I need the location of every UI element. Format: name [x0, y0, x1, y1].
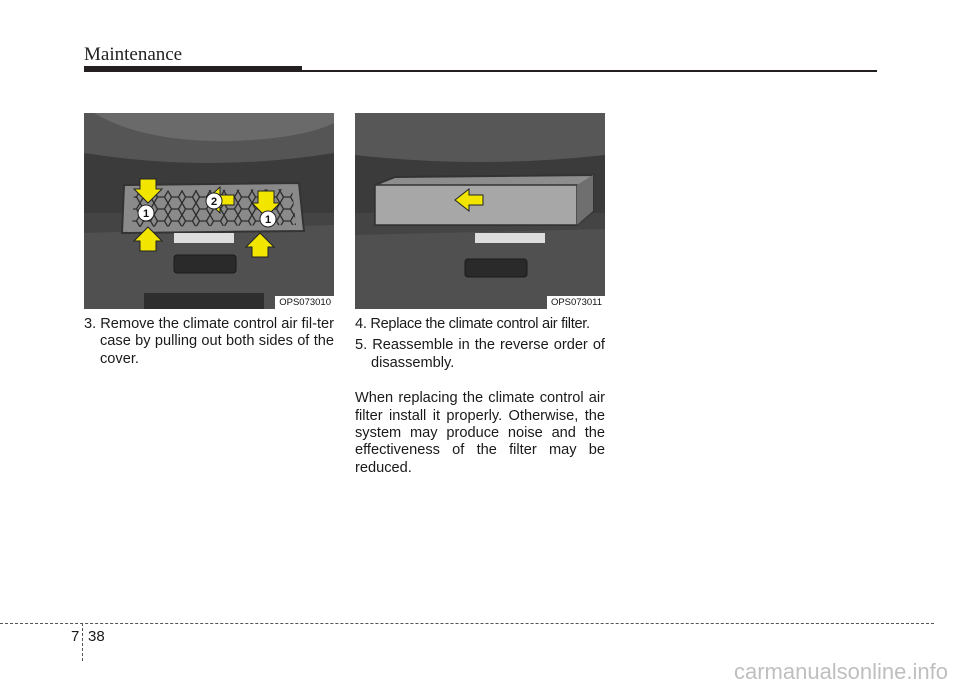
callout-1-right: 1: [264, 214, 272, 226]
title-rule-thin: [300, 70, 877, 72]
watermark: carmanualsonline.info: [733, 659, 948, 684]
chapter-number: 7: [71, 628, 80, 645]
figure-2-illustration: [355, 113, 605, 309]
callout-2: 2: [210, 196, 218, 208]
page-number: 38: [88, 628, 105, 645]
footer-rule: [0, 623, 934, 624]
left-column: [84, 316, 334, 372]
section-title: Maintenance: [84, 44, 183, 65]
footer-divider: [82, 623, 83, 661]
figure-1-illustration: [84, 113, 334, 309]
figure-remove-filter-case: [84, 113, 334, 309]
figure-code: OPS073011: [547, 296, 605, 309]
figure-replace-filter: [355, 113, 605, 309]
step-4: 4. Replace the climate control air filter.: [355, 316, 590, 332]
figure-code: OPS073010: [275, 296, 334, 309]
title-rule-thick: [84, 66, 302, 72]
note-paragraph: When replacing the climate control air filter install it properly. Otherwise, the system may produce noise and the effectiveness of the filter may be reduced.: [355, 390, 605, 476]
step-3: 3. Remove the climate control air fil-ter case by pulling out both sides of the cover.: [84, 316, 334, 367]
step-5: 5. Reassemble in the reverse order of disassembly.: [355, 337, 605, 371]
right-column: [355, 316, 605, 492]
callout-1-left: 1: [142, 208, 150, 220]
